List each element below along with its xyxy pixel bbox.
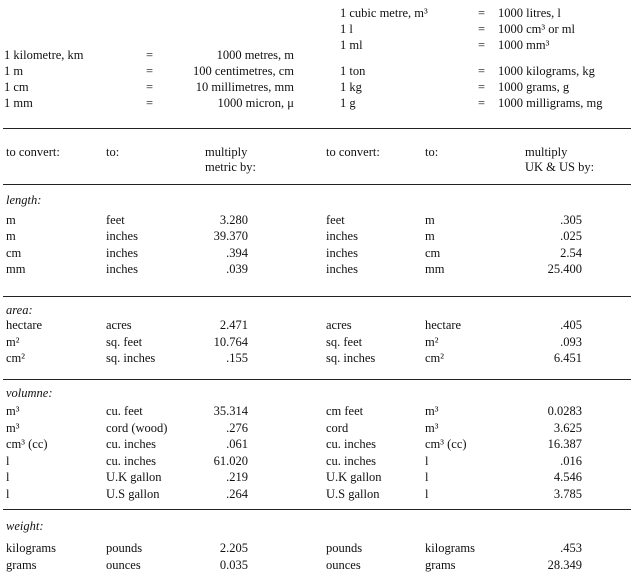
row-metric-factor: .155 (226, 351, 248, 365)
row-metric-factor: 35.314 (213, 404, 248, 418)
unit-left-value: 1000 micron, μ (217, 96, 294, 110)
unit-left-value: 10 millimetres, mm (195, 80, 294, 94)
row-uk-unit: ounces (326, 558, 361, 572)
row-uk-unit: inches (326, 229, 358, 243)
row-target-unit: U.S gallon (106, 487, 160, 501)
row-target-unit: acres (106, 318, 132, 332)
unit-right-value: 1000 kilograms, kg (498, 64, 595, 78)
col-header-convert-from-uk: to convert: (326, 145, 380, 159)
row-metric-factor: 61.020 (213, 454, 248, 468)
col-header-to: to: (106, 145, 120, 159)
unit-left-value: 100 centimetres, cm (192, 64, 294, 78)
unit-right-label: 1 ml (340, 38, 363, 52)
row-uk-target-unit: hectare (425, 318, 462, 332)
section-title-volumne: volumne: (6, 386, 53, 400)
unit-left-label: 1 m (4, 64, 24, 78)
unit-right-label: 1 kg (340, 80, 362, 94)
row-target-unit: cu. inches (106, 454, 156, 468)
row-uk-factor: 4.546 (553, 470, 582, 484)
col-header-multiply-metric-line2: metric by: (205, 160, 257, 174)
row-uk-target-unit: cm² (425, 351, 445, 365)
row-metric-unit: kilograms (6, 541, 56, 555)
row-uk-unit: acres (326, 318, 352, 332)
row-uk-unit: cm feet (326, 404, 364, 418)
equals-sign: = (478, 6, 486, 20)
row-uk-target-unit: m² (425, 335, 439, 349)
unit-right-value: 1000 cm³ or ml (498, 22, 576, 36)
row-metric-unit: l (6, 470, 10, 484)
section-rule (3, 509, 631, 510)
row-uk-factor: 2.54 (560, 246, 582, 260)
unit-right-value: 1000 grams, g (498, 80, 570, 94)
row-metric-factor: .219 (226, 470, 248, 484)
unit-right-value: 1000 mm³ (498, 38, 550, 52)
row-metric-factor: 39.370 (213, 229, 248, 243)
row-uk-factor: 16.387 (547, 437, 582, 451)
row-uk-factor: 28.349 (547, 558, 582, 572)
row-uk-factor: 0.0283 (547, 404, 582, 418)
row-metric-unit: cm² (6, 351, 26, 365)
row-metric-factor: .394 (226, 246, 248, 260)
unit-right-label: 1 cubic metre, m³ (340, 6, 428, 20)
row-metric-unit: m³ (6, 421, 20, 435)
divider-rule (3, 128, 631, 129)
row-metric-factor: .264 (226, 487, 248, 501)
row-uk-target-unit: m³ (425, 404, 439, 418)
row-uk-target-unit: cm (425, 246, 441, 260)
section-rule (3, 184, 631, 185)
row-uk-target-unit: kilograms (425, 541, 475, 555)
row-target-unit: ounces (106, 558, 141, 572)
row-metric-unit: m (6, 229, 16, 243)
row-metric-factor: .061 (226, 437, 248, 451)
row-uk-factor: .453 (560, 541, 582, 555)
row-uk-factor: 3.625 (553, 421, 582, 435)
equals-sign: = (478, 96, 486, 110)
col-header-multiply-ukus-line2: UK & US by: (525, 160, 595, 174)
row-uk-unit: cu. inches (326, 454, 376, 468)
row-metric-unit: cm (6, 246, 22, 260)
row-metric-factor: .039 (226, 262, 248, 276)
row-metric-unit: hectare (6, 318, 43, 332)
row-uk-unit: U.S gallon (326, 487, 380, 501)
equals-sign: = (146, 80, 154, 94)
unit-right-value: 1000 litres, l (498, 6, 561, 20)
row-uk-factor: .405 (560, 318, 582, 332)
row-uk-target-unit: l (425, 487, 429, 501)
row-uk-unit: feet (326, 213, 345, 227)
section-rule (3, 296, 631, 297)
unit-left-label: 1 mm (4, 96, 33, 110)
row-uk-target-unit: m (425, 213, 435, 227)
row-uk-target-unit: l (425, 470, 429, 484)
row-metric-unit: m² (6, 335, 20, 349)
row-metric-unit: l (6, 454, 10, 468)
row-metric-unit: grams (6, 558, 37, 572)
row-metric-factor: 10.764 (213, 335, 248, 349)
equals-sign: = (146, 96, 154, 110)
row-metric-unit: cm³ (cc) (6, 437, 48, 451)
row-uk-factor: .093 (560, 335, 582, 349)
unit-right-value: 1000 milligrams, mg (498, 96, 603, 110)
row-uk-unit: U.K gallon (326, 470, 382, 484)
col-header-to-uk: to: (425, 145, 439, 159)
row-metric-unit: m (6, 213, 16, 227)
row-target-unit: U.K gallon (106, 470, 162, 484)
row-uk-factor: 25.400 (547, 262, 582, 276)
row-target-unit: sq. feet (106, 335, 143, 349)
row-target-unit: cord (wood) (106, 421, 168, 435)
row-uk-target-unit: mm (425, 262, 445, 276)
row-uk-target-unit: l (425, 454, 429, 468)
section-title-area: area: (6, 303, 33, 317)
row-uk-unit: sq. feet (326, 335, 363, 349)
row-metric-unit: m³ (6, 404, 20, 418)
col-header-convert-from: to convert: (6, 145, 60, 159)
row-uk-unit: pounds (326, 541, 363, 555)
row-uk-factor: 6.451 (553, 351, 582, 365)
row-metric-factor: .276 (226, 421, 248, 435)
row-metric-unit: mm (6, 262, 26, 276)
unit-right-label: 1 ton (340, 64, 366, 78)
section-title-length: length: (6, 193, 42, 207)
row-uk-unit: cu. inches (326, 437, 376, 451)
row-uk-target-unit: grams (425, 558, 456, 572)
section-title-weight: weight: (6, 519, 44, 533)
unit-left-value: 1000 metres, m (216, 48, 294, 62)
row-target-unit: feet (106, 213, 125, 227)
row-target-unit: inches (106, 229, 138, 243)
row-uk-unit: cord (326, 421, 349, 435)
row-uk-factor: 3.785 (553, 487, 582, 501)
row-metric-factor: 2.205 (219, 541, 248, 555)
unit-right-label: 1 g (340, 96, 356, 110)
row-uk-unit: sq. inches (326, 351, 376, 365)
section-rule (3, 379, 631, 380)
unit-left-label: 1 kilometre, km (4, 48, 84, 62)
equals-sign: = (478, 80, 486, 94)
row-uk-factor: .016 (560, 454, 582, 468)
equals-sign: = (478, 64, 486, 78)
row-metric-unit: l (6, 487, 10, 501)
row-target-unit: inches (106, 262, 138, 276)
row-uk-target-unit: cm³ (cc) (425, 437, 467, 451)
row-uk-target-unit: m (425, 229, 435, 243)
unit-right-label: 1 l (340, 22, 353, 36)
row-uk-factor: .025 (560, 229, 582, 243)
col-header-multiply-metric: multiply (205, 145, 248, 159)
row-target-unit: cu. inches (106, 437, 156, 451)
row-uk-target-unit: m³ (425, 421, 439, 435)
col-header-multiply-ukus: multiply (525, 145, 568, 159)
equals-sign: = (146, 48, 154, 62)
row-uk-factor: .305 (560, 213, 582, 227)
row-target-unit: inches (106, 246, 138, 260)
equals-sign: = (478, 38, 486, 52)
row-metric-factor: 3.280 (219, 213, 248, 227)
equals-sign: = (146, 64, 154, 78)
row-target-unit: sq. inches (106, 351, 156, 365)
row-metric-factor: 2.471 (219, 318, 248, 332)
row-target-unit: pounds (106, 541, 143, 555)
row-uk-unit: inches (326, 262, 358, 276)
equals-sign: = (478, 22, 486, 36)
row-uk-unit: inches (326, 246, 358, 260)
row-metric-factor: 0.035 (219, 558, 248, 572)
row-target-unit: cu. feet (106, 404, 143, 418)
unit-left-label: 1 cm (4, 80, 29, 94)
